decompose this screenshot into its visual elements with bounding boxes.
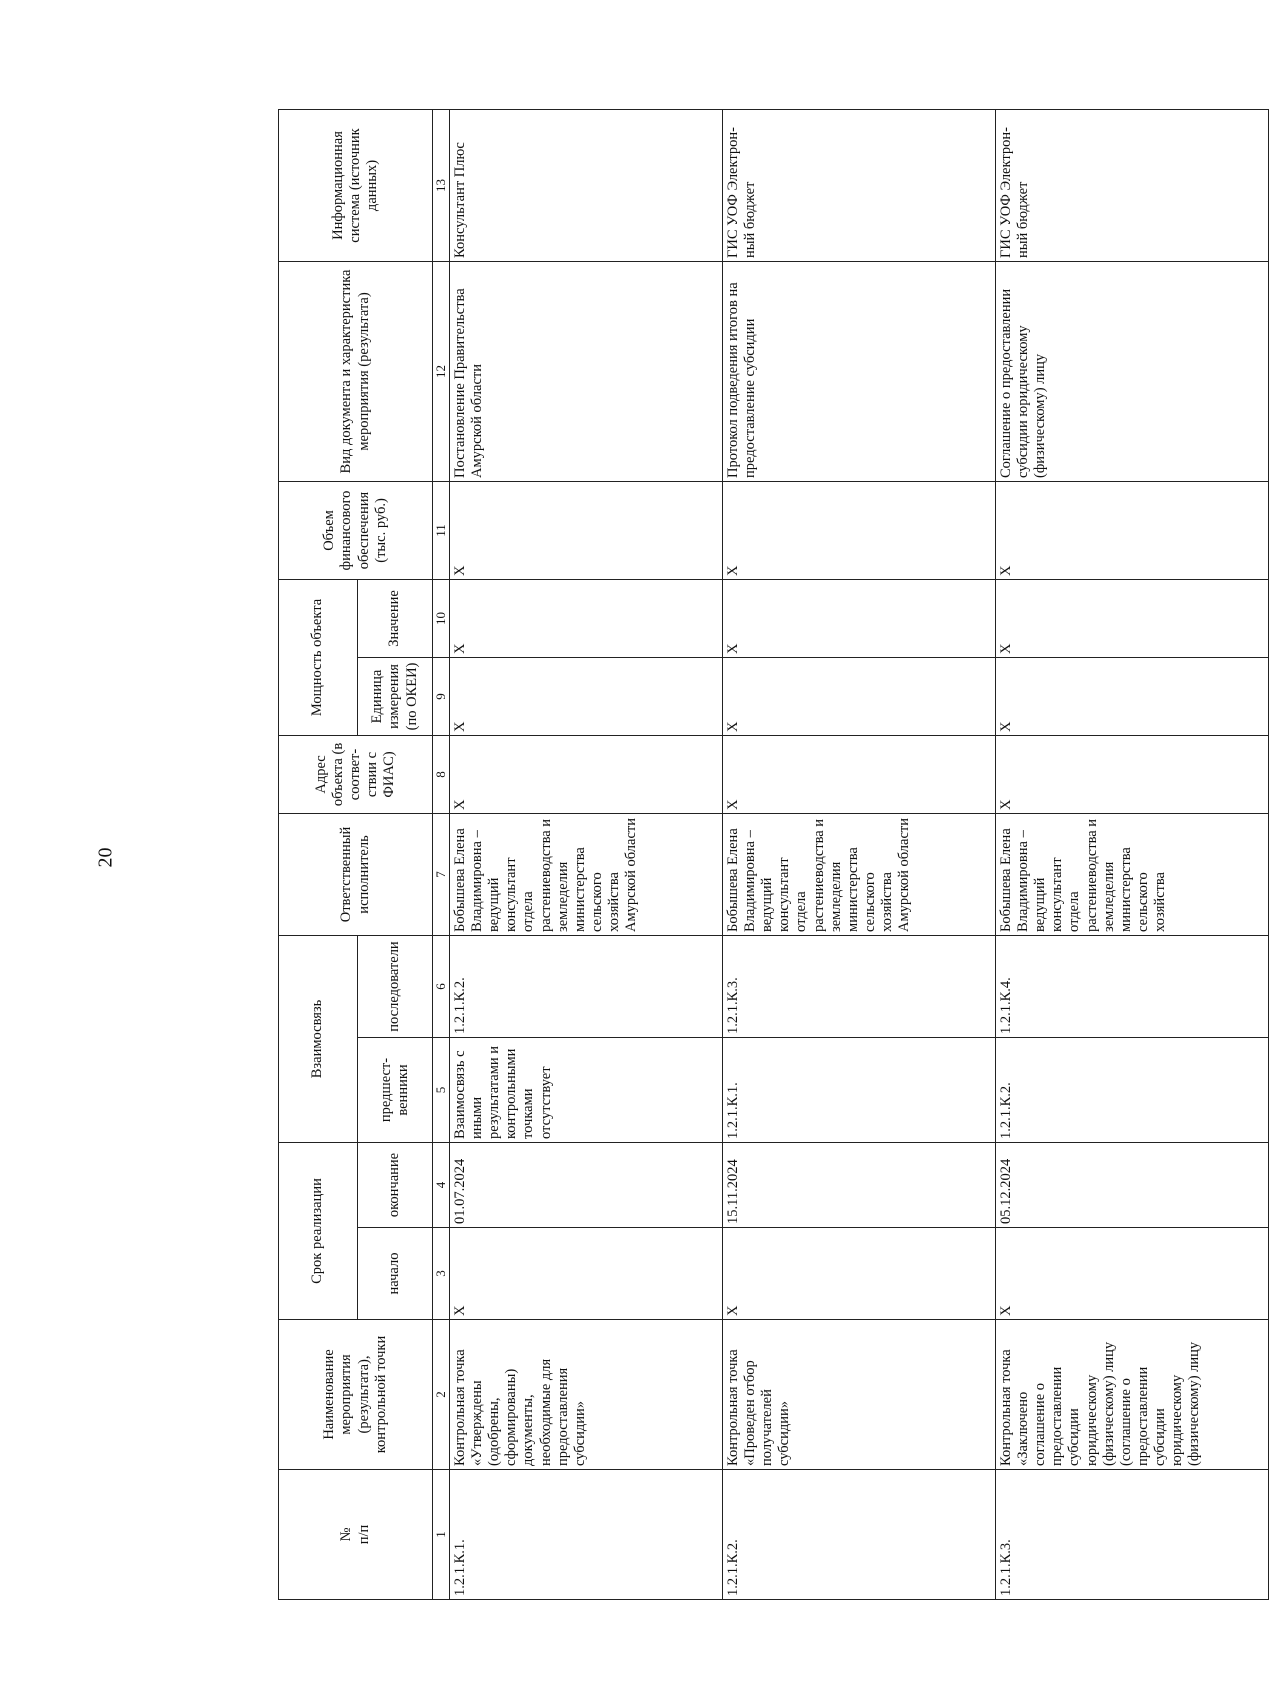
column-number: 13	[432, 109, 449, 261]
cell-value: Х	[449, 579, 722, 657]
cell-value: Х	[722, 579, 995, 657]
column-number: 11	[432, 481, 449, 579]
header-doc: Вид документа и характеристика мероприятия (результата)	[278, 261, 432, 481]
cell-end: 15.11.2024	[722, 1143, 995, 1228]
cell-end: 05.12.2024	[995, 1143, 1268, 1228]
column-numbers-row	[432, 109, 449, 1599]
cell-predecessors: Взаимосвязь с иными результатами и контрольными точками отсутствует	[449, 1038, 722, 1143]
header-responsible: Ответственный исполнитель	[278, 813, 432, 935]
table-row	[722, 109, 995, 1599]
cell-predecessors: 1.2.1.К.2.	[995, 1038, 1268, 1143]
cell-successors: 1.2.1.К.4.	[995, 935, 1268, 1037]
column-number: 5	[432, 1038, 449, 1143]
column-number: 6	[432, 935, 449, 1037]
cell-unit: Х	[722, 657, 995, 735]
cell-system: Консультант Плюс	[449, 109, 722, 261]
cell-num: 1.2.1.К.2.	[722, 1470, 995, 1600]
cell-value: Х	[995, 579, 1268, 657]
column-number: 12	[432, 261, 449, 481]
cell-address: Х	[995, 735, 1268, 813]
cell-name: Контрольная точка «Утверждены (одобрены, сформированы) документы, необходимые для предоставления субсидии»	[449, 1320, 722, 1470]
column-number: 9	[432, 657, 449, 735]
cell-doc: Протокол подведения итогов на предоставление субсидии	[722, 261, 995, 481]
cell-successors: 1.2.1.К.3.	[722, 935, 995, 1037]
cell-address: Х	[722, 735, 995, 813]
cell-start: Х	[722, 1228, 995, 1320]
column-number: 4	[432, 1143, 449, 1228]
header-name: Наименование мероприятия (результата), контрольной точки	[278, 1320, 432, 1470]
cell-start: Х	[995, 1228, 1268, 1320]
header-system: Информационная система (источник данных)	[278, 109, 432, 261]
header-period: Срок реализации	[278, 1143, 357, 1320]
cell-name: Контрольная точка «Заключено соглашение о предоставлении субсидии юридическому (физическому) лицу (соглашение о предоставлении субсидии юридическому (физическому) лицу	[995, 1320, 1268, 1470]
cell-finance: Х	[722, 481, 995, 579]
cell-finance: Х	[995, 481, 1268, 579]
header-finance: Объем финансового обеспечения (тыс. руб.)	[278, 481, 432, 579]
header-successors: последователи	[357, 935, 432, 1037]
cell-responsible: Бобышева Елена Владимировна – ведущий консультант отдела растениеводства и земледелия министерства сельского хозяйства	[995, 813, 1268, 935]
cell-system: ГИС УОФ Электрон-ный бюджет	[995, 109, 1268, 261]
column-number: 10	[432, 579, 449, 657]
cell-doc: Постановление Правительства Амурской области	[449, 261, 722, 481]
rotated-table-frame	[278, 110, 1202, 1600]
table-row	[449, 109, 722, 1599]
column-number: 1	[432, 1470, 449, 1600]
header-unit: Единица измерения (по ОКЕИ)	[357, 657, 432, 735]
header-num: № п/п	[278, 1470, 432, 1600]
cell-successors: 1.2.1.К.2.	[449, 935, 722, 1037]
cell-num: 1.2.1.К.3.	[995, 1470, 1268, 1600]
page-number: 20	[94, 847, 117, 868]
cell-responsible: Бобышева Елена Владимировна – ведущий консультант отдела растениеводства и земледелия министерства сельского хозяйства Амурской области	[722, 813, 995, 935]
column-number: 3	[432, 1228, 449, 1320]
column-number: 8	[432, 735, 449, 813]
cell-system: ГИС УОФ Электрон-ный бюджет	[722, 109, 995, 261]
column-number: 2	[432, 1320, 449, 1470]
cell-unit: Х	[449, 657, 722, 735]
cell-responsible: Бобышева Елена Владимировна – ведущий консультант отдела растениеводства и земледелия министерства сельского хозяйства Амурской области	[449, 813, 722, 935]
header-value: Значение	[357, 579, 432, 657]
control-points-table	[278, 109, 1269, 1600]
cell-unit: Х	[995, 657, 1268, 735]
column-number: 7	[432, 813, 449, 935]
cell-address: Х	[449, 735, 722, 813]
header-predecessors: предшест-венники	[357, 1038, 432, 1143]
cell-finance: Х	[449, 481, 722, 579]
cell-num: 1.2.1.К.1.	[449, 1470, 722, 1600]
cell-predecessors: 1.2.1.К.1.	[722, 1038, 995, 1143]
cell-end: 01.07.2024	[449, 1143, 722, 1228]
cell-start: Х	[449, 1228, 722, 1320]
table-row	[995, 109, 1268, 1599]
header-capacity: Мощность объекта	[278, 579, 357, 735]
header-start: начало	[357, 1228, 432, 1320]
header-address: Адрес объекта (в соответ-ствии с ФИАС)	[278, 735, 432, 813]
cell-name: Контрольная точка «Проведен отбор получателей субсидии»	[722, 1320, 995, 1470]
header-relation: Взаимосвязь	[278, 935, 357, 1142]
cell-doc: Соглашение о предоставлении субсидии юридическому (физическому) лицу	[995, 261, 1268, 481]
header-end: окончание	[357, 1143, 432, 1228]
